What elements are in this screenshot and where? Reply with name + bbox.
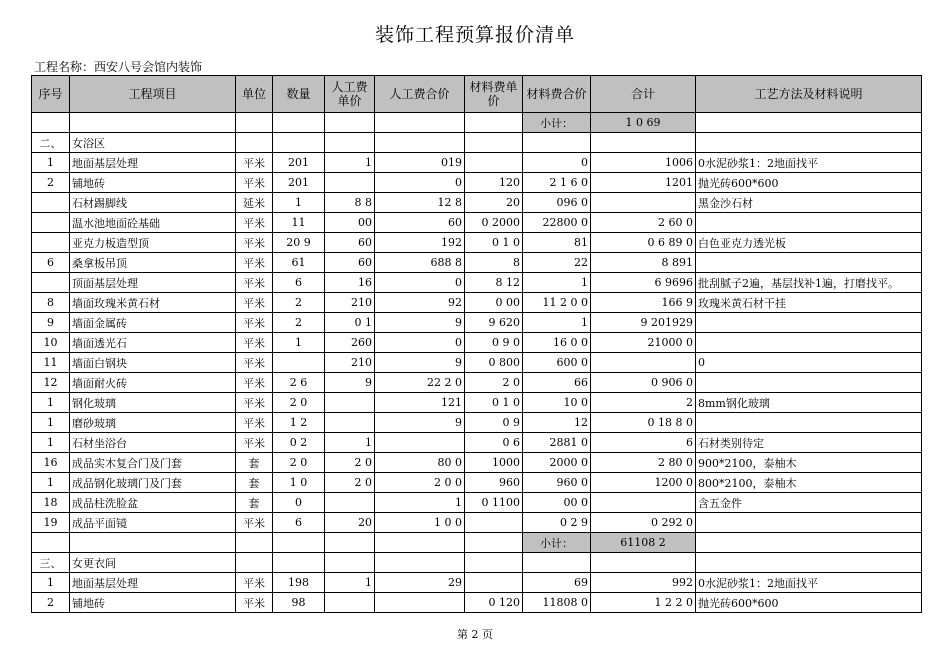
row-total: 992	[591, 573, 696, 593]
subtotal-label: 小计：	[523, 113, 591, 133]
empty-cell	[273, 533, 325, 553]
item-name: 磨砂玻璃	[70, 413, 236, 433]
empty-cell	[523, 553, 591, 573]
material-unit-price: 0 1 0	[465, 393, 523, 413]
table-row	[32, 413, 922, 433]
table-row	[32, 233, 922, 253]
unit: 平米	[236, 293, 273, 313]
item-name: 成品柱洗脸盆	[70, 493, 236, 513]
unit: 平米	[236, 273, 273, 293]
unit: 套	[236, 453, 273, 473]
labor-unit-price: 60	[325, 253, 375, 273]
header-item: 工程项目	[70, 76, 236, 113]
row-number: 1	[32, 393, 70, 413]
process-note: 0	[696, 353, 922, 373]
labor-total: 9	[375, 313, 465, 333]
row-number: 10	[32, 333, 70, 353]
material-unit-price: 0 6	[465, 433, 523, 453]
material-unit-price: 1000	[465, 453, 523, 473]
header-material-total: 材料费合价	[523, 76, 591, 113]
material-total: 66	[523, 373, 591, 393]
process-note: 黑金沙石材	[696, 193, 922, 213]
labor-unit-price: 2 0	[325, 453, 375, 473]
unit: 平米	[236, 513, 273, 533]
labor-unit-price: 1	[325, 573, 375, 593]
labor-unit-price: 60	[325, 233, 375, 253]
row-number: 19	[32, 513, 70, 533]
table-row	[32, 453, 922, 473]
material-unit-price: 0 800	[465, 353, 523, 373]
row-total: 1006	[591, 153, 696, 173]
labor-unit-price: 0 1	[325, 313, 375, 333]
material-unit-price: 0 120	[465, 593, 523, 613]
labor-unit-price: 1	[325, 153, 375, 173]
quotation-table	[31, 75, 922, 613]
empty-cell	[236, 133, 273, 153]
item-name: 石材踢脚线	[70, 193, 236, 213]
quantity: 20 9	[273, 233, 325, 253]
material-total: 1	[523, 313, 591, 333]
row-number: 2	[32, 593, 70, 613]
process-note: 石材类别待定	[696, 433, 922, 453]
table-row	[32, 273, 922, 293]
material-unit-price: 0 9	[465, 413, 523, 433]
section-row	[32, 133, 922, 153]
row-total: 21000 0	[591, 333, 696, 353]
empty-cell	[465, 533, 523, 553]
empty-cell	[591, 133, 696, 153]
empty-cell	[236, 553, 273, 573]
material-total: 0 2 9	[523, 513, 591, 533]
item-name: 墙面白钢块	[70, 353, 236, 373]
empty-cell	[591, 553, 696, 573]
empty-cell	[325, 113, 375, 133]
row-number	[32, 193, 70, 213]
row-number: 6	[32, 253, 70, 273]
quantity: 0 2	[273, 433, 325, 453]
item-name: 墙面耐火砖	[70, 373, 236, 393]
subtotal-value: 61108 2	[591, 533, 696, 553]
labor-total	[375, 433, 465, 453]
row-total: 1 2 2 0	[591, 593, 696, 613]
material-total: 11808 0	[523, 593, 591, 613]
empty-cell	[375, 553, 465, 573]
table-row	[32, 493, 922, 513]
material-total: 81	[523, 233, 591, 253]
item-name: 铺地砖	[70, 173, 236, 193]
row-total: 1201	[591, 173, 696, 193]
labor-unit-price: 210	[325, 293, 375, 313]
material-unit-price: 8 12	[465, 273, 523, 293]
header-unit: 单位	[236, 76, 273, 113]
header-qty: 数量	[273, 76, 325, 113]
row-number: 1	[32, 413, 70, 433]
process-note: 批刮腻子2遍，基层找补1遍，打磨找平。	[696, 273, 922, 293]
process-note: 900*2100，泰柚木	[696, 453, 922, 473]
unit: 平米	[236, 333, 273, 353]
table-row	[32, 333, 922, 353]
process-note: 0水泥砂浆1：2地面找平	[696, 573, 922, 593]
material-unit-price	[465, 573, 523, 593]
process-note	[696, 213, 922, 233]
quantity: 201	[273, 153, 325, 173]
empty-cell	[236, 113, 273, 133]
quantity	[273, 353, 325, 373]
subtotal-row	[32, 533, 922, 553]
empty-cell	[70, 533, 236, 553]
section-number: 二、	[32, 133, 70, 153]
labor-total: 29	[375, 573, 465, 593]
item-name: 桑拿板吊顶	[70, 253, 236, 273]
row-total: 2 80 0	[591, 453, 696, 473]
labor-total: 0	[375, 173, 465, 193]
labor-unit-price: 00	[325, 213, 375, 233]
row-number: 1	[32, 153, 70, 173]
quantity: 11	[273, 213, 325, 233]
material-unit-price: 0 00	[465, 293, 523, 313]
item-name: 墙面金属砖	[70, 313, 236, 333]
empty-cell	[32, 113, 70, 133]
quantity: 6	[273, 513, 325, 533]
unit: 延米	[236, 193, 273, 213]
quantity: 1 2	[273, 413, 325, 433]
labor-unit-price: 1	[325, 433, 375, 453]
process-note: 含五金件	[696, 493, 922, 513]
labor-unit-price: 210	[325, 353, 375, 373]
table-row	[32, 293, 922, 313]
labor-total: 12 8	[375, 193, 465, 213]
row-total: 0 6 89 0	[591, 233, 696, 253]
quantity: 1	[273, 193, 325, 213]
labor-unit-price: 20	[325, 513, 375, 533]
row-number: 12	[32, 373, 70, 393]
item-name: 亚克力板造型顶	[70, 233, 236, 253]
material-unit-price: 120	[465, 173, 523, 193]
quantity: 1 0	[273, 473, 325, 493]
header-no: 序号	[32, 76, 70, 113]
header-labor-total: 人工费合价	[375, 76, 465, 113]
unit: 平米	[236, 413, 273, 433]
row-total	[591, 353, 696, 373]
table-row	[32, 513, 922, 533]
process-note: 0水泥砂浆1：2地面找平	[696, 153, 922, 173]
unit: 平米	[236, 173, 273, 193]
labor-total: 9	[375, 353, 465, 373]
row-total: 8 891	[591, 253, 696, 273]
process-note	[696, 333, 922, 353]
labor-total: 60	[375, 213, 465, 233]
row-number: 11	[32, 353, 70, 373]
material-total: 096 0	[523, 193, 591, 213]
header-material-price: 材料费单价	[465, 76, 523, 113]
empty-cell	[325, 533, 375, 553]
row-number: 2	[32, 173, 70, 193]
quantity: 1	[273, 333, 325, 353]
material-unit-price: 2 0	[465, 373, 523, 393]
material-total: 2881 0	[523, 433, 591, 453]
labor-total: 688 8	[375, 253, 465, 273]
material-unit-price: 0 1 0	[465, 233, 523, 253]
page-title: 装饰工程预算报价清单	[374, 24, 575, 46]
table-row	[32, 593, 922, 613]
material-total: 22	[523, 253, 591, 273]
header-labor-price: 人工费单价	[325, 76, 375, 113]
empty-cell	[273, 553, 325, 573]
empty-cell	[32, 533, 70, 553]
section-number: 三、	[32, 553, 70, 573]
labor-total	[375, 593, 465, 613]
page-number: 第 2 页	[457, 628, 493, 641]
process-note	[696, 253, 922, 273]
subtotal-value: 1 0 69	[591, 113, 696, 133]
quantity: 61	[273, 253, 325, 273]
labor-total: 0	[375, 273, 465, 293]
subtotal-label: 小计：	[523, 533, 591, 553]
item-name: 钢化玻璃	[70, 393, 236, 413]
material-unit-price: 20	[465, 193, 523, 213]
empty-cell	[325, 553, 375, 573]
unit: 平米	[236, 433, 273, 453]
unit: 平米	[236, 373, 273, 393]
empty-cell	[375, 133, 465, 153]
material-total: 10 0	[523, 393, 591, 413]
process-note	[696, 313, 922, 333]
item-name: 墙面透光石	[70, 333, 236, 353]
empty-cell	[325, 133, 375, 153]
unit: 平米	[236, 573, 273, 593]
labor-unit-price	[325, 493, 375, 513]
process-note: 抛光砖600*600	[696, 173, 922, 193]
labor-unit-price	[325, 413, 375, 433]
row-total	[591, 493, 696, 513]
quantity: 198	[273, 573, 325, 593]
quantity: 2	[273, 313, 325, 333]
process-note	[696, 413, 922, 433]
item-name: 石材坐浴台	[70, 433, 236, 453]
item-name: 铺地砖	[70, 593, 236, 613]
empty-cell	[465, 113, 523, 133]
item-name: 地面基层处理	[70, 153, 236, 173]
table-row	[32, 373, 922, 393]
unit: 套	[236, 493, 273, 513]
labor-unit-price	[325, 393, 375, 413]
row-number: 1	[32, 473, 70, 493]
quantity: 6	[273, 273, 325, 293]
unit: 平米	[236, 153, 273, 173]
material-total: 00 0	[523, 493, 591, 513]
labor-total: 192	[375, 233, 465, 253]
empty-cell	[273, 133, 325, 153]
material-total: 2000 0	[523, 453, 591, 473]
row-total: 0 18 8 0	[591, 413, 696, 433]
item-name: 温水池地面砼基础	[70, 213, 236, 233]
unit: 平米	[236, 593, 273, 613]
row-total: 1200 0	[591, 473, 696, 493]
unit: 平米	[236, 393, 273, 413]
quantity: 2	[273, 293, 325, 313]
quantity: 2 6	[273, 373, 325, 393]
quantity: 0	[273, 493, 325, 513]
empty-cell	[375, 533, 465, 553]
quantity: 2 0	[273, 453, 325, 473]
row-total: 0 292 0	[591, 513, 696, 533]
item-name: 地面基层处理	[70, 573, 236, 593]
empty-cell	[696, 133, 922, 153]
table-row	[32, 153, 922, 173]
row-number: 9	[32, 313, 70, 333]
section-title: 女更衣间	[70, 553, 236, 573]
empty-cell	[70, 113, 236, 133]
material-total: 12	[523, 413, 591, 433]
empty-cell	[273, 113, 325, 133]
quantity: 201	[273, 173, 325, 193]
process-note: 8mm钢化玻璃	[696, 393, 922, 413]
table-row	[32, 313, 922, 333]
material-total: 2 1 6 0	[523, 173, 591, 193]
header-total: 合计	[591, 76, 696, 113]
section-row	[32, 553, 922, 573]
unit: 平米	[236, 233, 273, 253]
unit: 平米	[236, 213, 273, 233]
labor-total: 80 0	[375, 453, 465, 473]
row-number: 16	[32, 453, 70, 473]
material-unit-price: 0 2000	[465, 213, 523, 233]
empty-cell	[696, 533, 922, 553]
empty-cell	[236, 533, 273, 553]
unit: 平米	[236, 253, 273, 273]
unit: 套	[236, 473, 273, 493]
material-total: 960 0	[523, 473, 591, 493]
empty-cell	[375, 113, 465, 133]
header-row	[32, 76, 922, 113]
material-unit-price: 960	[465, 473, 523, 493]
labor-unit-price: 9	[325, 373, 375, 393]
labor-unit-price: 260	[325, 333, 375, 353]
material-unit-price: 9 620	[465, 313, 523, 333]
empty-cell	[696, 553, 922, 573]
subtotal-row	[32, 113, 922, 133]
labor-total: 1	[375, 493, 465, 513]
process-note	[696, 373, 922, 393]
header-note: 工艺方法及材料说明	[696, 76, 922, 113]
quantity: 98	[273, 593, 325, 613]
unit: 平米	[236, 313, 273, 333]
table-row	[32, 173, 922, 193]
row-total: 2 60 0	[591, 213, 696, 233]
section-title: 女浴区	[70, 133, 236, 153]
item-name: 顶面基层处理	[70, 273, 236, 293]
material-total: 69	[523, 573, 591, 593]
row-total: 166 9	[591, 293, 696, 313]
labor-total: 92	[375, 293, 465, 313]
labor-unit-price: 16	[325, 273, 375, 293]
labor-total: 9	[375, 413, 465, 433]
labor-total: 22 2 0	[375, 373, 465, 393]
row-number	[32, 213, 70, 233]
table-row	[32, 433, 922, 453]
item-name: 墙面玫瑰米黄石材	[70, 293, 236, 313]
row-total: 6 9696	[591, 273, 696, 293]
table-row	[32, 193, 922, 213]
labor-total: 121	[375, 393, 465, 413]
process-note: 玫瑰米黄石材干挂	[696, 293, 922, 313]
process-note	[696, 513, 922, 533]
row-number	[32, 273, 70, 293]
empty-cell	[523, 133, 591, 153]
quantity: 2 0	[273, 393, 325, 413]
empty-cell	[696, 113, 922, 133]
row-total	[591, 193, 696, 213]
table-row	[32, 573, 922, 593]
labor-total: 2 0 0	[375, 473, 465, 493]
row-total: 0 906 0	[591, 373, 696, 393]
labor-total: 019	[375, 153, 465, 173]
row-number: 8	[32, 293, 70, 313]
process-note: 800*2100，泰柚木	[696, 473, 922, 493]
item-name: 成品实木复合门及门套	[70, 453, 236, 473]
labor-total: 0	[375, 333, 465, 353]
material-total: 0	[523, 153, 591, 173]
empty-cell	[465, 553, 523, 573]
row-number	[32, 233, 70, 253]
labor-unit-price: 2 0	[325, 473, 375, 493]
material-unit-price	[465, 513, 523, 533]
process-note: 抛光砖600*600	[696, 593, 922, 613]
labor-total: 1 0 0	[375, 513, 465, 533]
row-total: 9 201929	[591, 313, 696, 333]
row-number: 1	[32, 573, 70, 593]
row-number: 18	[32, 493, 70, 513]
process-note: 白色亚克力透光板	[696, 233, 922, 253]
material-unit-price: 0 9 0	[465, 333, 523, 353]
labor-unit-price: 8 8	[325, 193, 375, 213]
row-total: 2	[591, 393, 696, 413]
material-total: 1	[523, 273, 591, 293]
unit: 平米	[236, 353, 273, 373]
material-unit-price: 8	[465, 253, 523, 273]
table-row	[32, 213, 922, 233]
item-name: 成品钢化玻璃门及门套	[70, 473, 236, 493]
row-number: 1	[32, 433, 70, 453]
labor-unit-price	[325, 173, 375, 193]
empty-cell	[465, 133, 523, 153]
table-row	[32, 473, 922, 493]
material-total: 11 2 0 0	[523, 293, 591, 313]
table-row	[32, 253, 922, 273]
material-total: 600 0	[523, 353, 591, 373]
row-total: 6	[591, 433, 696, 453]
labor-unit-price	[325, 593, 375, 613]
table-row	[32, 393, 922, 413]
material-total: 16 0 0	[523, 333, 591, 353]
item-name: 成品平面镜	[70, 513, 236, 533]
material-unit-price	[465, 153, 523, 173]
project-name: 工程名称：西安八号会馆内装饰	[34, 60, 203, 74]
material-unit-price: 0 1100	[465, 493, 523, 513]
material-total: 22800 0	[523, 213, 591, 233]
table-row	[32, 353, 922, 373]
